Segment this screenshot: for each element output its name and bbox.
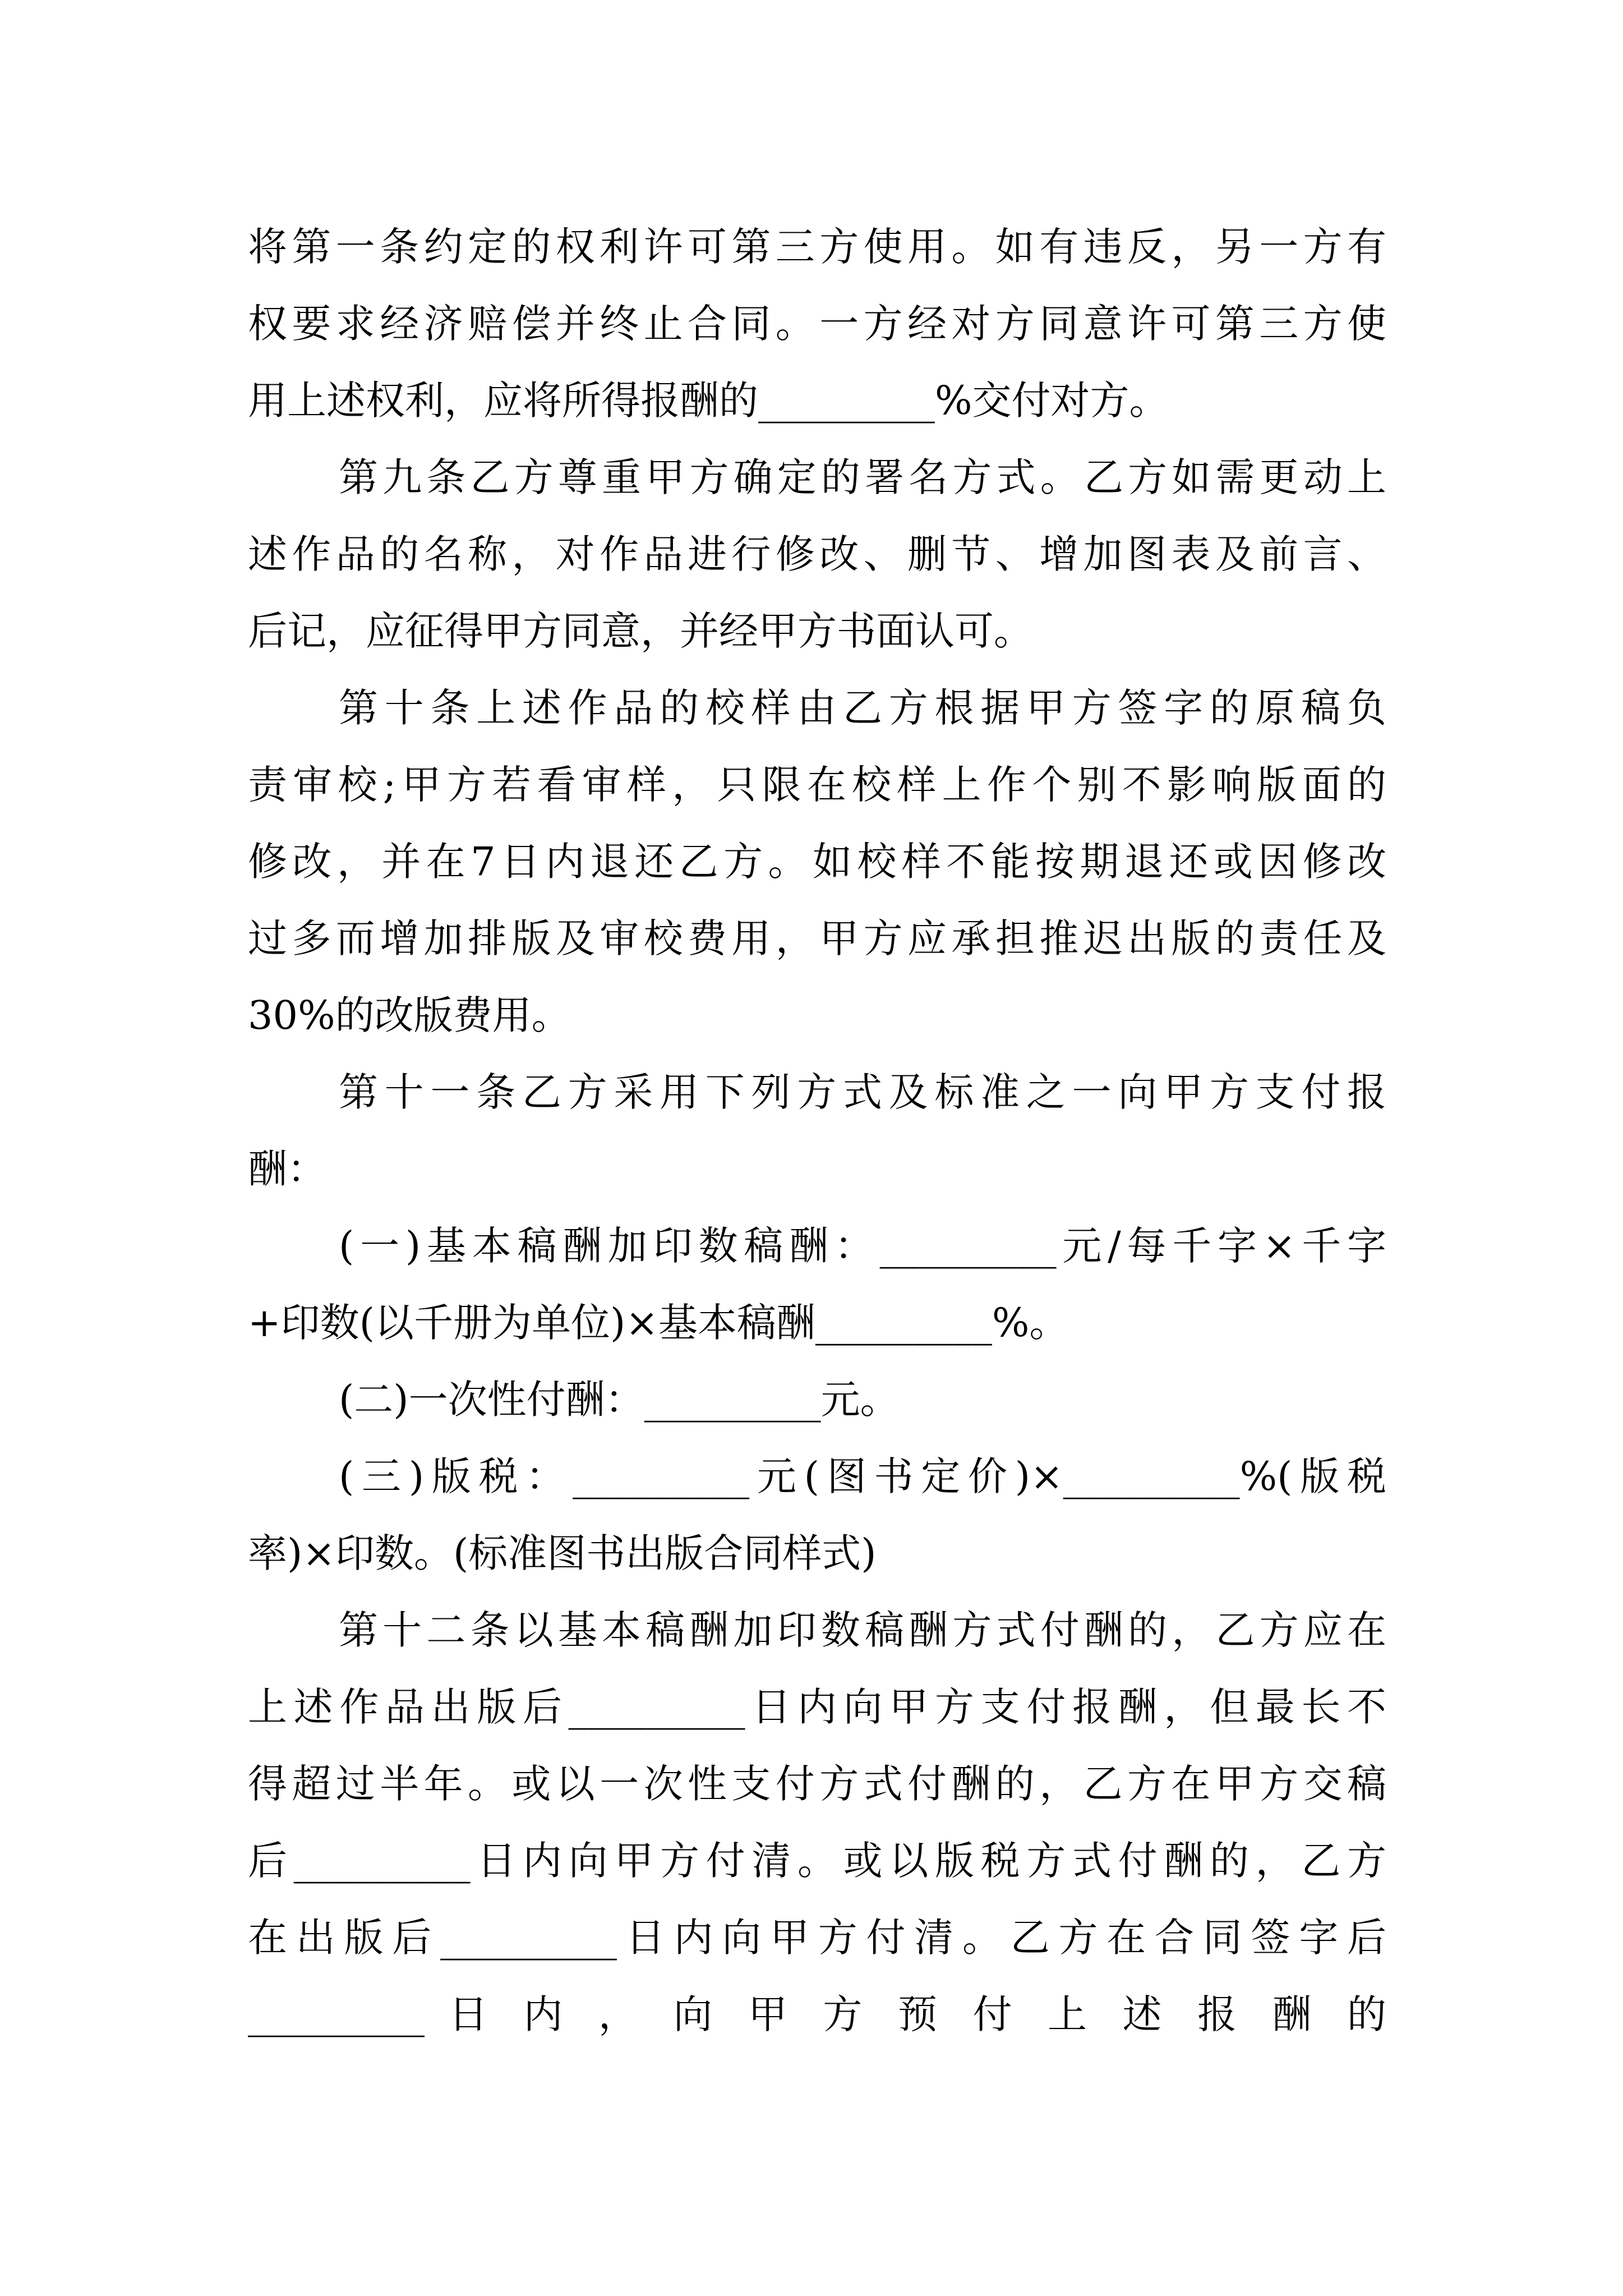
text-line-1: 将第一条约定的权利许可第三方使用。如有违反，另一方有 — [248, 224, 1386, 270]
text-line-16: (二)一次性付酬：_________元。 — [339, 1377, 900, 1423]
text-line-10: 过多而增加排版及审校费用，甲方应承担推迟出版的责任及 — [248, 915, 1386, 961]
text-line-8: 责审校;甲方若看审样，只限在校样上作个别不影响版面的 — [248, 762, 1386, 808]
text-line-6: 后记，应征得甲方同意，并经甲方书面认可。 — [248, 608, 1033, 654]
text-line-23: 在出版后_________日内向甲方付清。乙方在合同签字后 — [248, 1915, 1386, 1961]
text-line-21: 得超过半年。或以一次性支付方式付酬的，乙方在甲方交稿 — [248, 1761, 1386, 1807]
text-line-24: _________ 日 内 ， 向 甲 方 预 付 上 述 报 酬 的 — [248, 1991, 1386, 2037]
text-line-12: 第十一条乙方采用下列方式及标准之一向甲方支付报 — [339, 1069, 1386, 1115]
text-line-22: 后_________日内向甲方付清。或以版税方式付酬的，乙方 — [248, 1838, 1386, 1884]
text-line-9: 修改，并在7日内退还乙方。如校样不能按期退还或因修改 — [248, 839, 1386, 885]
text-line-19: 第十二条以基本稿酬加印数稿酬方式付酬的，乙方应在 — [339, 1607, 1386, 1653]
text-line-14: (一)基本稿酬加印数稿酬：_________元/每千字×千字 — [339, 1223, 1386, 1269]
text-line-11: 30%的改版费用。 — [248, 992, 571, 1038]
text-line-15: +印数(以千册为单位)×基本稿酬_________%。 — [248, 1300, 1069, 1346]
text-line-5: 述作品的名称，对作品进行修改、删节、增加图表及前言、 — [248, 531, 1386, 577]
text-line-18: 率)×印数。(标准图书出版合同样式) — [248, 1530, 877, 1576]
text-line-17: (三)版税：_________元(图书定价)×_________%(版税 — [339, 1453, 1386, 1499]
text-line-2: 权要求经济赔偿并终止合同。一方经对方同意许可第三方使 — [248, 301, 1386, 347]
text-line-7: 第十条上述作品的校样由乙方根据甲方签字的原稿负 — [339, 685, 1386, 731]
text-line-13: 酬： — [248, 1146, 326, 1192]
text-line-3: 用上述权利，应将所得报酬的_________%交付对方。 — [248, 378, 1169, 424]
text-line-20: 上述作品出版后_________日内向甲方支付报酬，但最长不 — [248, 1684, 1386, 1730]
text-line-4: 第九条乙方尊重甲方确定的署名方式。乙方如需更动上 — [339, 454, 1386, 500]
